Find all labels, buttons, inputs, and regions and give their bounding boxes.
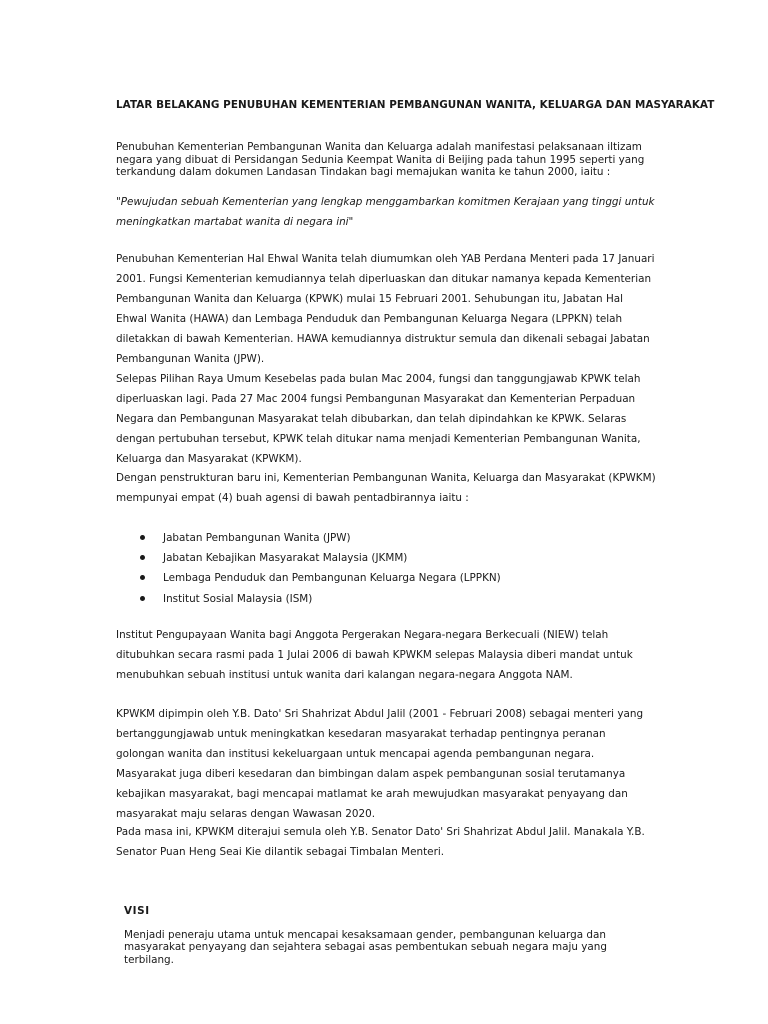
quote-paragraph: "Pewujudan sebuah Kementerian yang lengkap menggambarkan komitmen Kerajaan yang tinggi untuk meningkatkan martabat wanita di negara ini" [116,196,655,228]
bullet-icon [140,535,145,540]
list-item-label: Jabatan Pembangunan Wanita (JPW) [163,532,351,544]
visi-heading: VISI [124,905,150,917]
list-item-label: Lembaga Penduduk dan Pembangunan Keluarga Negara (LPPKN) [163,572,501,585]
paragraph-restructure: Selepas Pilihan Raya Umum Kesebelas pada bulan Mac 2004, fungsi dan tanggungjawab KPWK telah diperluaskan lagi. Pada 27 Mac 2004 fungsi Pembangunan Masyarakat dan Kementerian Perpaduan Negara dan Pembangunan Masyarakat telah dibubarkan, dan telah dipindahkan ke KPWK. Selaras dengan pertubuhan tersebut, KPWK telah ditukar nama menjadi Kementerian Pembangunan Wanita, Keluarga dan Masyarakat (KPWKM). [116,373,641,465]
visi-text: Menjadi peneraju utama untuk mencapai kesaksamaan gender, pembangunan keluarga dan masyarakat penyayang dan sejahtera sebagai asas pembentukan sebuah negara maju yang terbilang. [124,929,607,966]
list-item [116,589,501,609]
bullet-icon [140,555,145,560]
paragraph-niew: Institut Pengupayaan Wanita bagi Anggota Pergerakan Negara-negara Berkecuali (NIEW) telah ditubuhkan secara rasmi pada 1 Julai 2006 di bawah KPWKM selepas Malaysia diberi mandat untuk menubuhkan sebuah institusi untuk wanita dari kalangan negara-negara Anggota NAM. [116,629,633,681]
paragraph-history: Penubuhan Kementerian Hal Ehwal Wanita telah diumumkan oleh YAB Perdana Menteri pada 17 Januari 2001. Fungsi Kementerian kemudiannya telah diperluaskan dan ditukar namanya kepada Kementerian Pembangunan Wanita dan Keluarga (KPWK) mulai 15 Februari 2001. Sehubungan itu, Jabatan Hal Ehwal Wanita (HAWA) dan Lembaga Penduduk dan Pembangunan Keluarga Negara (LPPKN) telah diletakkan di bawah Kementerian. HAWA kemudiannya distruktur semula dan dikenali sebagai Jabatan Pembangunan Wanita (JPW). [116,253,655,365]
list-item [116,548,501,568]
paragraph-intro: Penubuhan Kementerian Pembangunan Wanita dan Keluarga adalah manifestasi pelaksanaan iltizam negara yang dibuat di Persidangan Sedunia Keempat Wanita di Beijing pada tahun 1995 seperti yang terkandung dalam dokumen Landasan Tindakan bagi memajukan wanita ke tahun 2000, iaitu : [116,141,645,179]
agency-list [116,528,501,609]
paragraph-agencies-intro: Dengan penstrukturan baru ini, Kementerian Pembangunan Wanita, Keluarga dan Masyarakat (KPWKM) mempunyai empat (4) buah agensi di bawah pentadbirannya iaitu : [116,472,656,504]
paragraph-current: Pada masa ini, KPWKM diterajui semula oleh Y.B. Senator Dato' Sri Shahrizat Abdul Jalil. Manakala Y.B. Senator Puan Heng Seai Kie dilantik sebagai Timbalan Menteri. [116,826,645,858]
document-title: LATAR BELAKANG PENUBUHAN KEMENTERIAN PEMBANGUNAN WANITA, KELUARGA DAN MASYARAKAT [116,99,715,111]
list-item-label: Jabatan Kebajikan Masyarakat Malaysia (JKMM) [163,552,408,565]
list-item [116,528,501,548]
list-item [116,568,501,588]
visi-section [124,905,644,966]
bullet-icon [140,575,145,580]
bullet-icon [140,596,145,601]
list-item-label: Institut Sosial Malaysia (ISM) [163,592,313,605]
paragraph-leadership: KPWKM dipimpin oleh Y.B. Dato' Sri Shahrizat Abdul Jalil (2001 - Februari 2008) sebagai menteri yang bertanggungjawab untuk meningkatkan kesedaran masyarakat terhadap pentingnya peranan golongan wanita dan institusi kekeluargaan untuk mencapai agenda pembangunan negara. Masyarakat juga diberi kesedaran dan bimbingan dalam aspek pembangunan sosial terutamanya kebajikan masyarakat, bagi mencapai matlamat ke arah mewujudkan masyarakat penyayang dan masyarakat maju selaras dengan Wawasan 2020. [116,708,644,820]
